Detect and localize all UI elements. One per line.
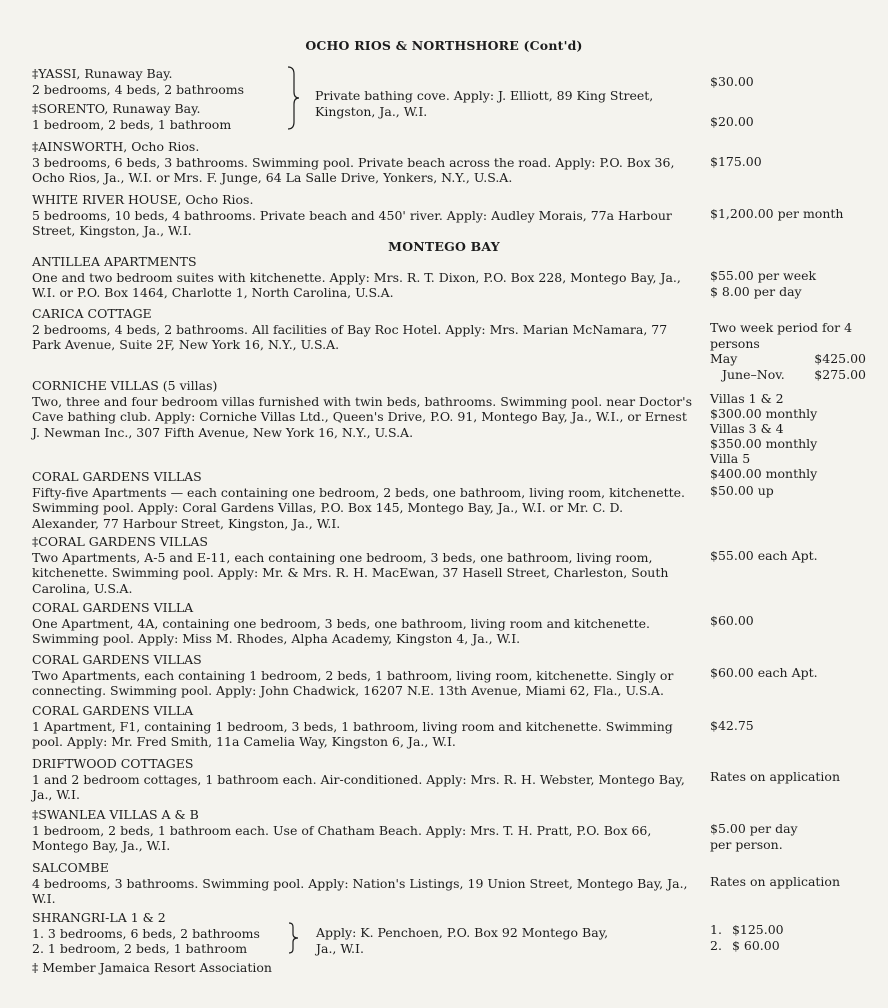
rate-coral-gardens-villas-2 [710, 548, 870, 564]
entry-name: CARICA COTTAGE [32, 306, 152, 321]
apply-line: Apply: K. Penchoen, P.O. Box 92 Montego Bay, [316, 925, 609, 940]
entry-name: SALCOMBE [32, 860, 109, 875]
rate-value: $60.00 [710, 613, 754, 628]
rate-ainsworth [710, 154, 870, 170]
rate-value: $1,200.00 per month [710, 206, 844, 221]
rate-value: $55.00 each Apt. [710, 548, 818, 563]
rate-value: Villa 5 [710, 451, 751, 466]
rate-coral-gardens-villas-1 [710, 483, 870, 499]
entry-name: DRIFTWOOD COTTAGES [32, 756, 194, 771]
entry-name: ‡SWANLEA VILLAS A & B [32, 807, 199, 822]
entry-coral-gardens-villas-2 [32, 534, 852, 596]
rate-label: 2. [710, 937, 722, 953]
rate-value: $42.75 [710, 718, 754, 733]
unit-line: 2. 1 bedroom, 2 beds, 1 bathroom [32, 941, 248, 956]
apply-line: Ja., W.I. [316, 940, 364, 956]
unit-line: 1. 3 bedrooms, 6 beds, 2 bathrooms [32, 925, 260, 941]
rate-row-may [710, 351, 866, 367]
section-heading-montego-bay: MONTEGO BAY [388, 239, 500, 254]
rate-value: $5.00 per day [710, 821, 798, 836]
entry-description: Fifty-five Apartments — each containing one bedroom, 2 beds, one bathroom, living room, kitchenette. Swimming pool. Apply: Coral Gardens Villas, P.O. Box 145, Montego Bay, Ja., W.I. or Mr. C. D. Alexander, 77 Harbour Street, Kingston, Ja., W.I. [32, 484, 686, 531]
rate-coral-gardens-villa-3 [710, 613, 870, 629]
entry-description: Two, three and four bedroom villas furnished with twin beds, bathrooms. Swimming pool. near Doctor's Cave bathing club. Apply: Corniche Villas Ltd., Queen's Drive, P.O. 91, Montego Bay, Ja., W.I., or Ernest J. Newman Inc., 307 Fifth Avenue, New York 16, N.Y., U.S.A. [32, 393, 692, 440]
rate-value: $125.00 [731, 922, 784, 937]
entry-description: 2 bedrooms, 4 beds, 2 bathrooms. All facilities of Bay Roc Hotel. Apply: Mrs. Marian McNamara, 77 Park Avenue, Suite 2F, New York 16, N.Y., U.S.A. [32, 321, 668, 352]
apply-line: Private bathing cove. Apply: J. Elliott, 89 King Street, [315, 88, 654, 103]
rate-row-unit-2 [710, 938, 870, 954]
rate-sorento [710, 114, 870, 130]
rate-value: $50.00 up [710, 483, 774, 498]
rate-value: Rates on application [710, 874, 841, 889]
entry-description: 5 bedrooms, 10 beds, 4 bathrooms. Private beach and 450' river. Apply: Audley Morais, 77a Harbour Street, Kingston, Ja., W.I. [32, 207, 672, 238]
entry-shrangri-la [32, 910, 312, 957]
rate-yassi [710, 74, 870, 90]
rate-antillea [710, 268, 870, 299]
rate-salcombe [710, 874, 870, 890]
rate-value: $20.00 [710, 114, 754, 129]
rate-value: $ 60.00 [731, 937, 780, 953]
right-brace-icon [287, 922, 299, 954]
entry-name: ‡AINSWORTH, Ocho Rios. [32, 139, 200, 154]
entry-description: 4 bedrooms, 3 bathrooms. Swimming pool. Apply: Nation's Listings, 19 Union Street, Montego Bay, Ja., W.I. [32, 875, 688, 906]
rate-value: $ 8.00 per day [710, 283, 802, 299]
entry-name: CORAL GARDENS VILLA [32, 600, 194, 615]
shrangri-la-apply [316, 925, 696, 956]
rate-value: Villas 1 & 2 [710, 391, 784, 406]
rate-value: $425.00 [814, 351, 866, 366]
entry-description: 1 bedroom, 2 beds, 1 bathroom [32, 116, 232, 132]
rate-value: Rates on application [710, 769, 841, 784]
entry-name: CORAL GARDENS VILLAS [32, 469, 202, 484]
rate-white-river-house [710, 206, 870, 222]
entry-coral-gardens-villas-1 [32, 469, 852, 531]
rate-value: persons [710, 335, 760, 351]
right-brace-icon [286, 66, 300, 130]
rate-value: $275.00 [814, 366, 866, 382]
rate-row-unit-1 [710, 922, 870, 938]
entry-description: 1 bedroom, 2 beds, 1 bathroom each. Use of Chatham Beach. Apply: Mrs. T. H. Pratt, P.O. Box 66, Montego Bay, Ja., W.I. [32, 822, 652, 853]
rate-shrangri-la [710, 922, 870, 953]
rate-carica-cottage [710, 320, 870, 382]
rate-value: Two week period for 4 [710, 320, 853, 335]
entry-description: 1 Apartment, F1, containing 1 bedroom, 3 beds, 1 bathroom, living room and kitchenette. Swimming pool. Apply: Mr. Fred Smith, 11a Camelia Way, Kingston 6, Ja., W.I. [32, 718, 673, 749]
entry-name: ‡YASSI, Runaway Bay. [32, 66, 173, 81]
entry-name: CORAL GARDENS VILLA [32, 703, 194, 718]
rate-value: $300.00 monthly [710, 406, 818, 421]
rate-value: $350.00 monthly [710, 436, 818, 451]
rate-value: $30.00 [710, 74, 754, 89]
rate-label: 1. [710, 922, 722, 937]
rate-value: $400.00 monthly [710, 466, 818, 481]
entry-name: SHRANGRI-LA 1 & 2 [32, 910, 166, 925]
rate-value: $175.00 [710, 154, 762, 169]
entry-description: Two Apartments, A-5 and E-11, each containing one bedroom, 3 beds, one bathroom, living room, kitchenette. Swimming pool. Apply: Mr. & Mrs. R. H. MacEwan, 37 Hasell Street, Charleston, South Carolina, U.S.A. [32, 549, 669, 596]
entry-description: 2 bedrooms, 4 beds, 2 bathrooms [32, 81, 245, 97]
entry-name: ‡SORENTO, Runaway Bay. [32, 101, 201, 116]
section-heading-ocho-rios: OCHO RIOS & NORTHSHORE (Cont'd) [305, 38, 583, 53]
entry-name: ‡CORAL GARDENS VILLAS [32, 534, 208, 549]
rate-driftwood-cottages [710, 769, 870, 785]
rate-coral-gardens-villas-4 [710, 665, 870, 681]
entry-description: One and two bedroom suites with kitchenette. Apply: Mrs. R. T. Dixon, P.O. Box 228, Montego Bay, Ja., W.I. or P.O. Box 1464, Charlotte 1, North Carolina, U.S.A. [32, 269, 681, 300]
rate-corniche-villas [710, 391, 870, 481]
footnote: ‡ Member Jamaica Resort Association [32, 960, 272, 975]
entry-description: Two Apartments, each containing 1 bedroom, 2 beds, 1 bathroom, living room, kitchenette. Singly or connecting. Swimming pool. Apply: John Chadwick, 16207 N.E. 13th Avenue, Miami 62, Fla., U.S.A. [32, 667, 674, 698]
rate-label: June–Nov. [722, 366, 785, 382]
yassi-sorento-apply [315, 88, 695, 119]
rate-value: $55.00 per week [710, 268, 817, 283]
entry-name: CORNICHE VILLAS (5 villas) [32, 378, 218, 393]
rate-value: $60.00 each Apt. [710, 665, 818, 680]
entry-description: One Apartment, 4A, containing one bedroom, 3 beds, one bathroom, living room and kitchenette. Swimming pool. Apply: Miss M. Rhodes, Alpha Academy, Kingston 4, Ja., W.I. [32, 615, 650, 646]
entry-description: 3 bedrooms, 6 beds, 3 bathrooms. Swimming pool. Private beach across the road. Apply: P.O. Box 36, Ocho Rios, Ja., W.I. or Mrs. F. Junge, 64 La Salle Drive, Yonkers, N.Y., U.S.A. [32, 154, 675, 185]
rate-value: Villas 3 & 4 [710, 421, 784, 436]
entry-name: CORAL GARDENS VILLAS [32, 652, 202, 667]
entry-name: ANTILLEA APARTMENTS [32, 254, 197, 269]
rate-value: per person. [710, 836, 783, 852]
rate-coral-gardens-villa-5 [710, 718, 870, 734]
entry-description: 1 and 2 bedroom cottages, 1 bathroom each. Air-conditioned. Apply: Mrs. R. H. Webster, Montego Bay, Ja., W.I. [32, 771, 685, 802]
apply-line: Kingston, Ja., W.I. [315, 103, 428, 119]
rate-label: May [710, 351, 738, 366]
rate-swanlea-villas [710, 821, 870, 852]
entry-name: WHITE RIVER HOUSE, Ocho Rios. [32, 192, 254, 207]
